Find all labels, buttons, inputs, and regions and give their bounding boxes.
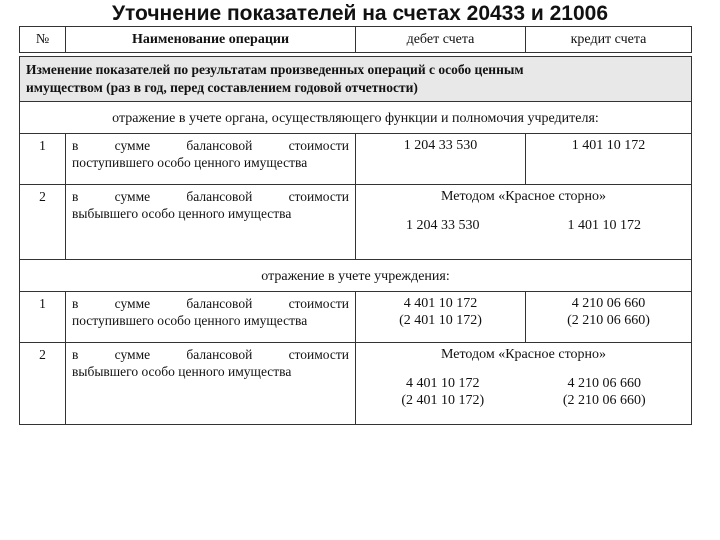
col-no-header: № (20, 27, 66, 53)
debit-account-alt: (2 401 10 172) (399, 313, 482, 328)
table-row (20, 292, 692, 343)
gray-block-line2: имуществом (раз в год, перед составлением годовой отчетности) (26, 80, 418, 95)
gray-block-row (20, 57, 692, 102)
method-label: Методом «Красное сторно» (440, 347, 606, 362)
row-number: 2 (20, 343, 66, 425)
operation-line1: в сумме балансовой стоимости (72, 296, 349, 311)
operation-line1: в сумме балансовой стоимости (72, 347, 349, 362)
section1-heading-row (20, 102, 692, 134)
table-row (20, 134, 692, 185)
credit-account: 4 210 06 660 (571, 296, 646, 311)
operation-line1: в сумме балансовой стоимости (72, 138, 349, 153)
operation-line2: выбывшего особо ценного имущества (72, 206, 292, 221)
credit-account: 1 401 10 172 (567, 218, 641, 233)
operation-line2: поступившего особо ценного имущества (72, 313, 308, 328)
section2-heading-row (20, 260, 692, 292)
credit-account-alt: (2 210 06 660) (567, 313, 650, 328)
credit-account: 1 401 10 172 (526, 134, 692, 185)
debit-account: 1 204 33 530 (406, 218, 480, 233)
row-number: 1 (20, 292, 66, 343)
debit-account: 4 401 10 172 (406, 376, 480, 391)
operation-line1: в сумме балансовой стоимости (72, 189, 349, 204)
method-label: Методом «Красное сторно» (440, 189, 606, 204)
col-credit-header: кредит счета (526, 27, 692, 53)
table-row (20, 185, 692, 260)
page-title: Уточнение показателей на счетах 20433 и 21006 (111, 2, 609, 25)
row-number: 2 (20, 185, 66, 260)
section1-heading: отражение в учете органа, осуществляющего функции и полномочия учредителя: (20, 102, 692, 134)
section2-heading: отражение в учете учреждения: (20, 260, 692, 292)
operation-line2: поступившего особо ценного имущества (72, 155, 308, 170)
table-row (20, 343, 692, 425)
col-debit-header: дебет счета (356, 27, 526, 53)
operation-line2: выбывшего особо ценного имущества (72, 364, 292, 379)
accounts-table (19, 26, 692, 425)
credit-account: 4 210 06 660 (567, 376, 641, 391)
table-header-row (20, 27, 692, 53)
credit-account-alt: (2 210 06 660) (562, 393, 646, 408)
debit-account: 1 204 33 530 (356, 134, 526, 185)
gray-block-line1: Изменение показателей по результатам произведенных операций с особо ценным (26, 62, 524, 77)
debit-account: 4 401 10 172 (403, 296, 478, 311)
debit-account-alt: (2 401 10 172) (401, 393, 485, 408)
col-name-header: Наименование операции (66, 27, 356, 53)
row-number: 1 (20, 134, 66, 185)
